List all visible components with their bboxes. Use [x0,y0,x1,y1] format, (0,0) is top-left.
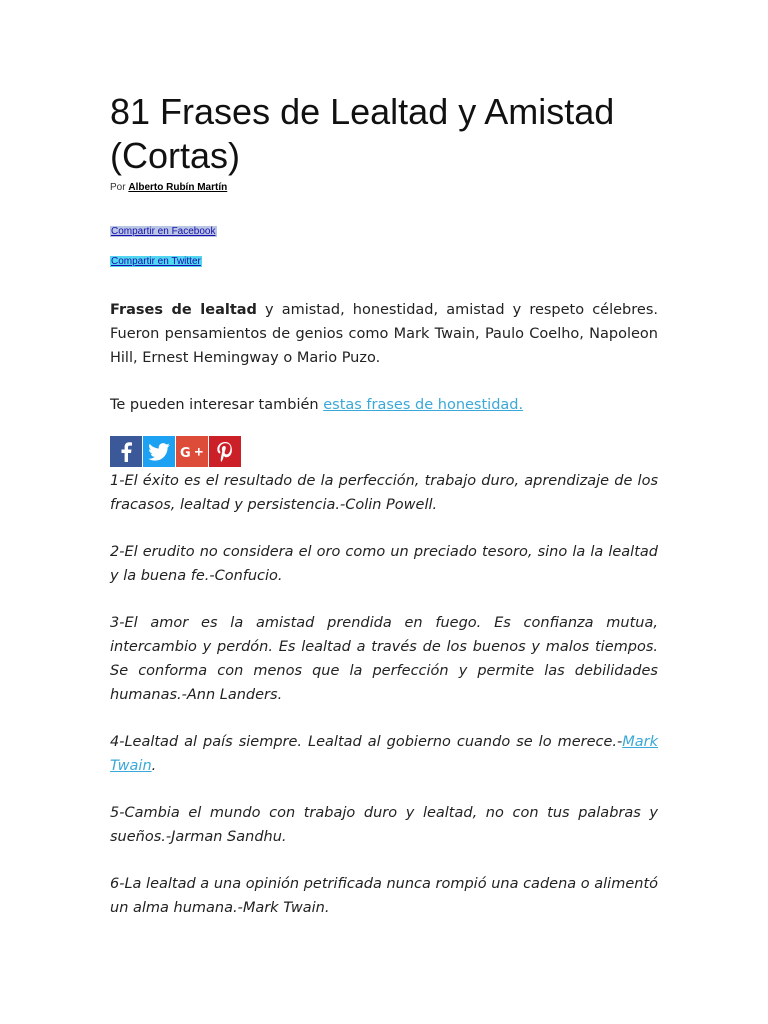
quote-item [110,730,658,778]
social-share-bar [110,436,241,467]
share-facebook-link[interactable]: Compartir en Facebook [111,226,216,237]
facebook-share-button[interactable] [110,436,142,467]
quotes-list [110,469,658,943]
quote-item [110,540,658,588]
related-link[interactable]: estas frases de honestidad. [323,397,524,413]
google-plus-share-button[interactable] [176,436,208,467]
intro-text: y amistad, honestidad, amistad y respeto célebres. Fueron pensamientos de genios como Mark Twain, Paulo Coelho, Napoleon Hill, Ernest Hemingway o Mario Puzo. [110,302,658,366]
author-link[interactable]: Alberto Rubín Martín [128,182,228,193]
quote-text: 4-Lealtad al país siempre. Lealtad al gobierno cuando se lo merece.- [110,734,623,750]
quote-author-link[interactable]: Mark Twain [110,734,658,774]
quote-text: 5-Cambia el mundo con trabajo duro y lealtad, no con tus palabras y sueños.-Jarman Sandhu. [110,805,658,845]
quote-text: 1-El éxito es el resultado de la perfección, trabajo duro, aprendizaje de los fracasos, lealtad y persistencia.-Colin Powell. [110,473,658,513]
byline [110,182,227,193]
related-prefix: Te pueden interesar también [110,397,324,413]
share-twitter-link[interactable]: Compartir en Twitter [111,256,201,267]
quote-text: 2-El erudito no considera el oro como un preciado tesoro, sino la la lealtad y la buena fe.-Confucio. [110,544,658,584]
facebook-icon [120,442,132,462]
quote-item [110,801,658,849]
twitter-share-button[interactable] [143,436,175,467]
related-paragraph [110,393,523,417]
quote-item [110,611,658,707]
byline-prefix: Por [110,182,126,193]
quote-item [110,872,658,920]
pinterest-icon [217,442,233,462]
twitter-icon [148,443,170,461]
quote-suffix: . [151,758,157,774]
pinterest-share-button[interactable] [209,436,241,467]
page-title: 81 Frases de Lealtad y Amistad (Cortas) [110,91,615,176]
intro-paragraph [110,298,658,370]
svg-text:G: G [180,445,191,460]
google-plus-icon [180,444,204,460]
quote-text: 3-El amor es la amistad prendida en fuego. Es confianza mutua, intercambio y perdón. Es lealtad a través de los buenos y malos tiempos. Se conforma con menos que la perfección y permite las debilidades humanas.-Ann Landers. [110,615,658,703]
intro-bold: Frases de lealtad [110,302,257,318]
quote-text: 6-La lealtad a una opinión petrificada nunca rompió una cadena o alimentó un alma humana.-Mark Twain. [110,876,658,916]
quote-item [110,469,658,517]
